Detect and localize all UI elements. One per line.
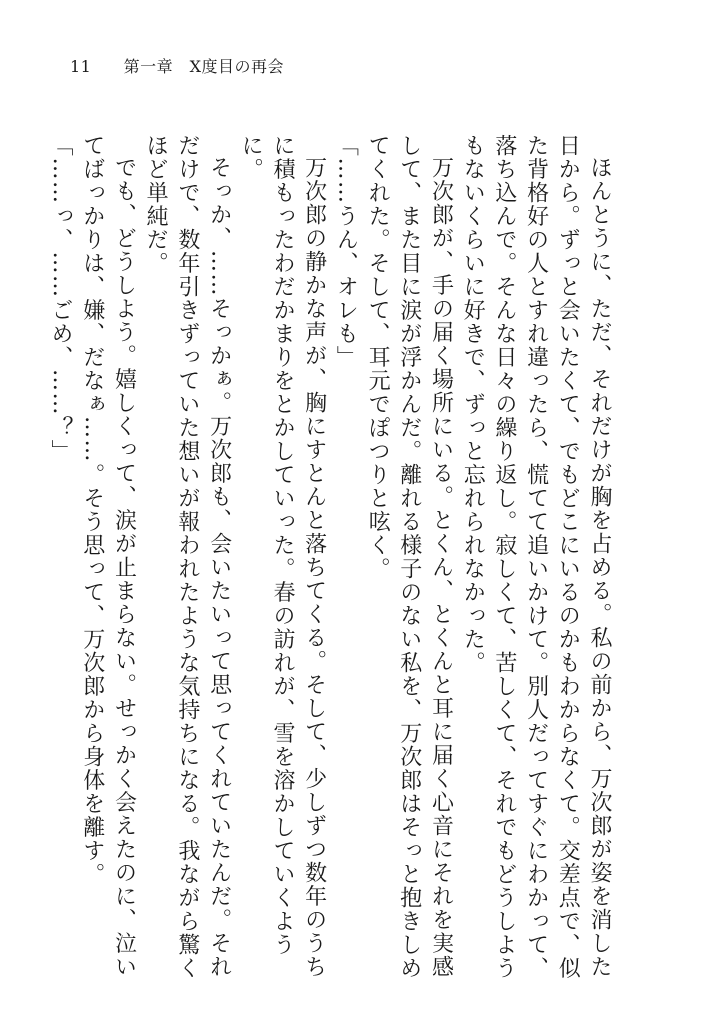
page-header [70,54,284,77]
paragraph: でも、どうしよう。嬉しくって、涙が止まらない。せっかく会えたのに、泣いてばっかりは、嫌、だなぁ……。そう思って、万次郎から身体を離す。 [79,134,137,979]
paragraph: 万次郎が、手の届く場所にいる。とくん、とくんと耳に届く心音にそれを実感して、また目に涙が浮かんだ。離れる様子のない私を、万次郎はそっと抱きしめてくれた。そして、耳元でぽつりと呟く。 [365,134,454,980]
dialogue-line: 「……っ、……ごめ、……？」 [48,134,74,463]
running-title: 第一章 X度目の再会 [123,57,284,76]
paragraph: ほんとうに、ただ、それだけが胸を占める。私の前から、万次郎が姿を消した日から。ずっと会いたくて、でもどこにいるのかもわからなくて。交差点で、似た背格好の人とすれ違ったら、慌てて追いかけて。別人だってすぐにわかって、落ち込んで。そんな日々の繰り返し。寂しくて、苦しくて、それでもどうしようもないくらいに好きで、ずっと忘れられなかった。 [460,134,612,980]
paragraph: そっか、……そっかぁ。万次郎も、会いたいって思ってくれていたんだ。それだけで、数年引きずっていた想いが報われたような気持ちになる。我ながら驚くほど単純だ。 [143,134,232,980]
vertical-body-text [44,134,615,994]
page-number: 11 [70,57,92,76]
paragraph: 万次郎の静かな声が、胸にすとんと落ちてくる。そして、少しずつ数年のうちに積もったわだかまりをとかしていった。春の訪れが、雪を溶かしていくように。 [238,134,327,979]
dialogue-line: 「……うん、オレも」 [333,134,359,369]
